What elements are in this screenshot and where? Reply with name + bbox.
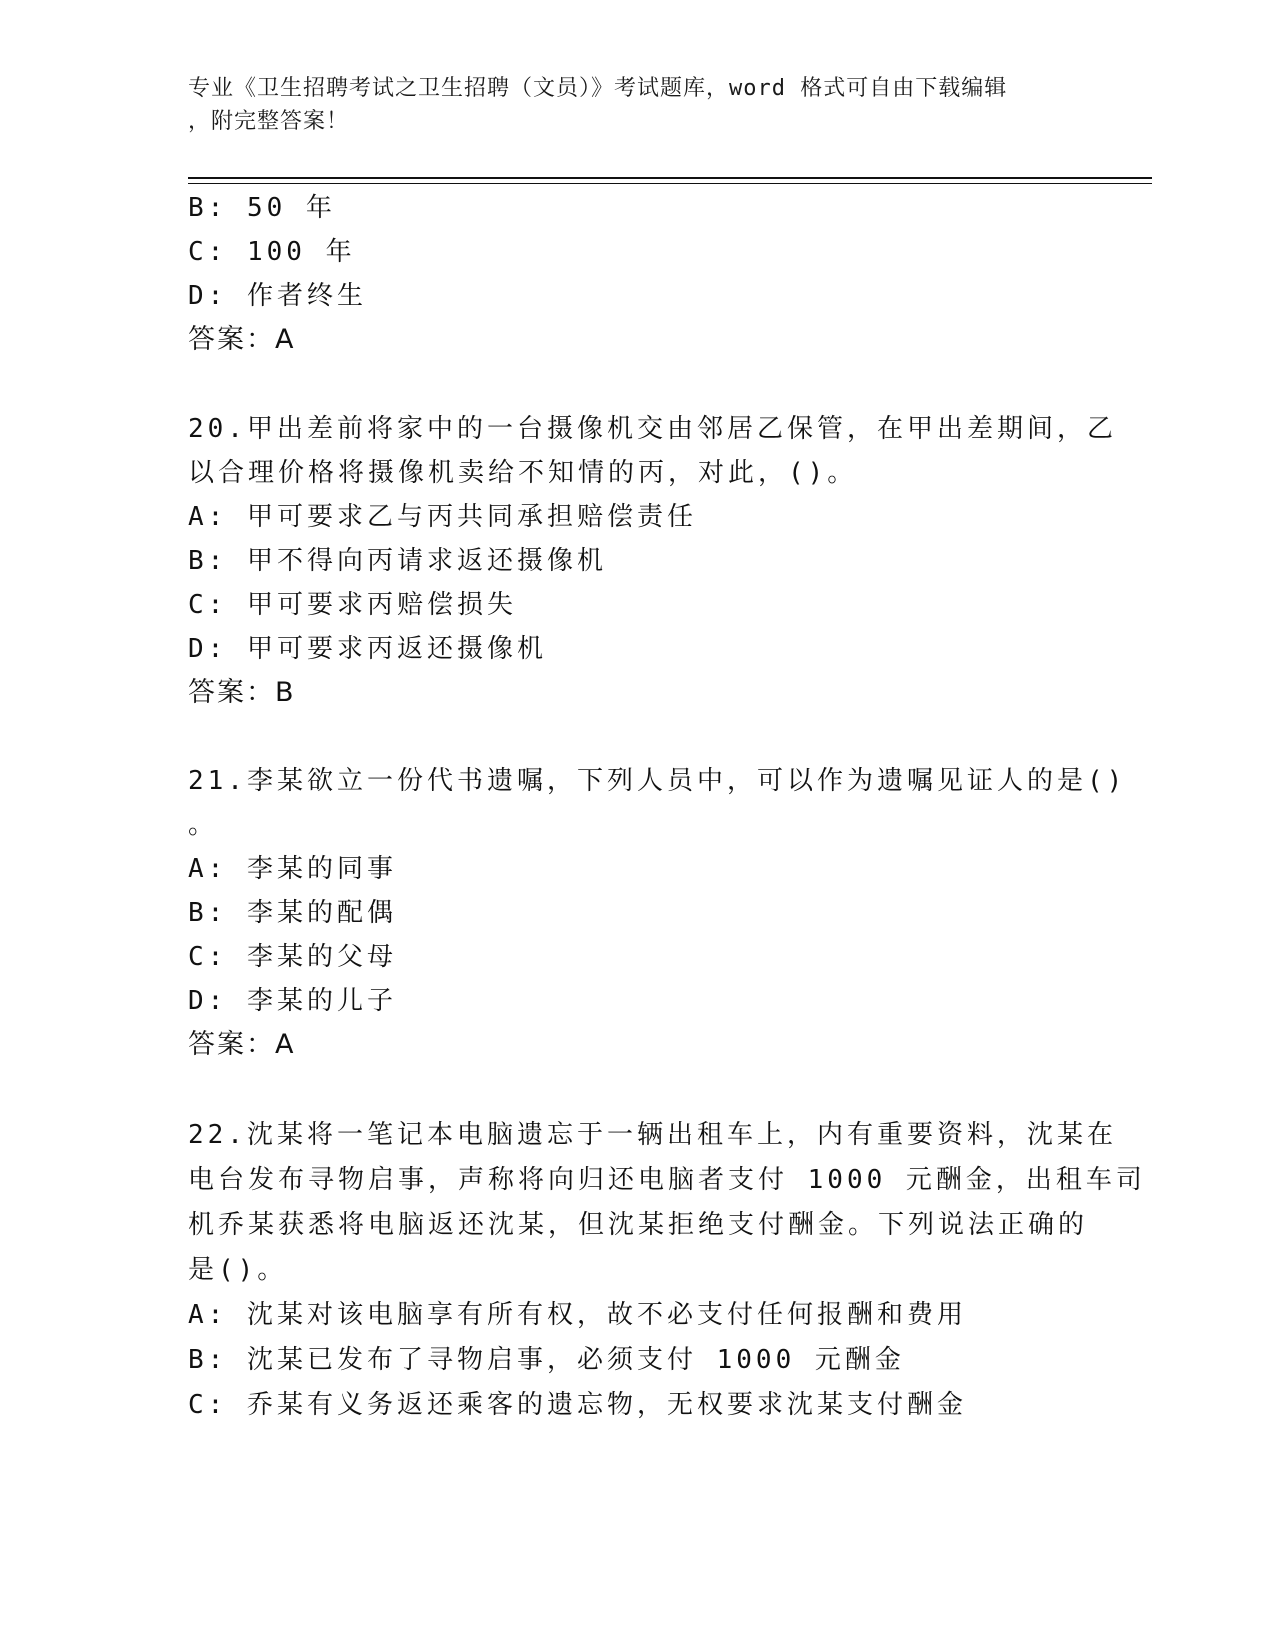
q20-stem-line-1: 20.甲出差前将家中的一台摄像机交由邻居乙保管，在甲出差期间，乙: [188, 414, 1117, 444]
q21-stem-line-1: 21.李某欲立一份代书遗嘱，下列人员中，可以作为遗嘱见证人的是(): [188, 766, 1127, 796]
q22-option-a: A: 沈某对该电脑享有所有权，故不必支付任何报酬和费用: [188, 1300, 967, 1330]
q21-option-d: D: 李某的儿子: [188, 986, 397, 1016]
q20-option-d: D: 甲可要求丙返还摄像机: [188, 634, 547, 664]
q19-option-b: B: 50 年: [188, 193, 336, 223]
header-divider-thick: [188, 177, 1152, 179]
q20-option-c: C: 甲可要求丙赔偿损失: [188, 590, 517, 620]
q19-option-c: C: 100 年: [188, 237, 356, 267]
q22-stem-line-2: 电台发布寻物启事，声称将向归还电脑者支付 1000 元酬金，出租车司: [188, 1165, 1146, 1195]
q21-stem-line-2: 。: [188, 810, 219, 840]
q22-stem-line-4: 是()。: [188, 1255, 288, 1285]
q22-option-c: C: 乔某有义务返还乘客的遗忘物，无权要求沈某支付酬金: [188, 1390, 967, 1420]
q21-option-c: C: 李某的父母: [188, 942, 397, 972]
header-line-1: 专业《卫生招聘考试之卫生招聘（文员）》考试题库，word 格式可自由下载编辑: [188, 76, 1008, 101]
q21-option-b: B: 李某的配偶: [188, 898, 397, 928]
q20-answer: 答案：B: [188, 677, 296, 708]
q21-answer: 答案：A: [188, 1029, 296, 1060]
document-header: [188, 72, 1068, 138]
q19-answer: 答案：A: [188, 324, 296, 355]
q20-stem-line-2: 以合理价格将摄像机卖给不知情的丙，对此，()。: [188, 458, 858, 488]
q22-option-b: B: 沈某已发布了寻物启事，必须支付 1000 元酬金: [188, 1345, 905, 1375]
header-divider-thin: [188, 183, 1152, 184]
q22-stem-line-1: 22.沈某将一笔记本电脑遗忘于一辆出租车上，内有重要资料，沈某在: [188, 1120, 1117, 1150]
q21-option-a: A: 李某的同事: [188, 854, 397, 884]
header-line-2: ，附完整答案！: [188, 109, 350, 134]
q19-option-d: D: 作者终生: [188, 281, 367, 311]
q22-stem-line-3: 机乔某获悉将电脑返还沈某，但沈某拒绝支付酬金。下列说法正确的: [188, 1210, 1089, 1240]
q20-option-b: B: 甲不得向丙请求返还摄像机: [188, 546, 607, 576]
q20-option-a: A: 甲可要求乙与丙共同承担赔偿责任: [188, 502, 697, 532]
